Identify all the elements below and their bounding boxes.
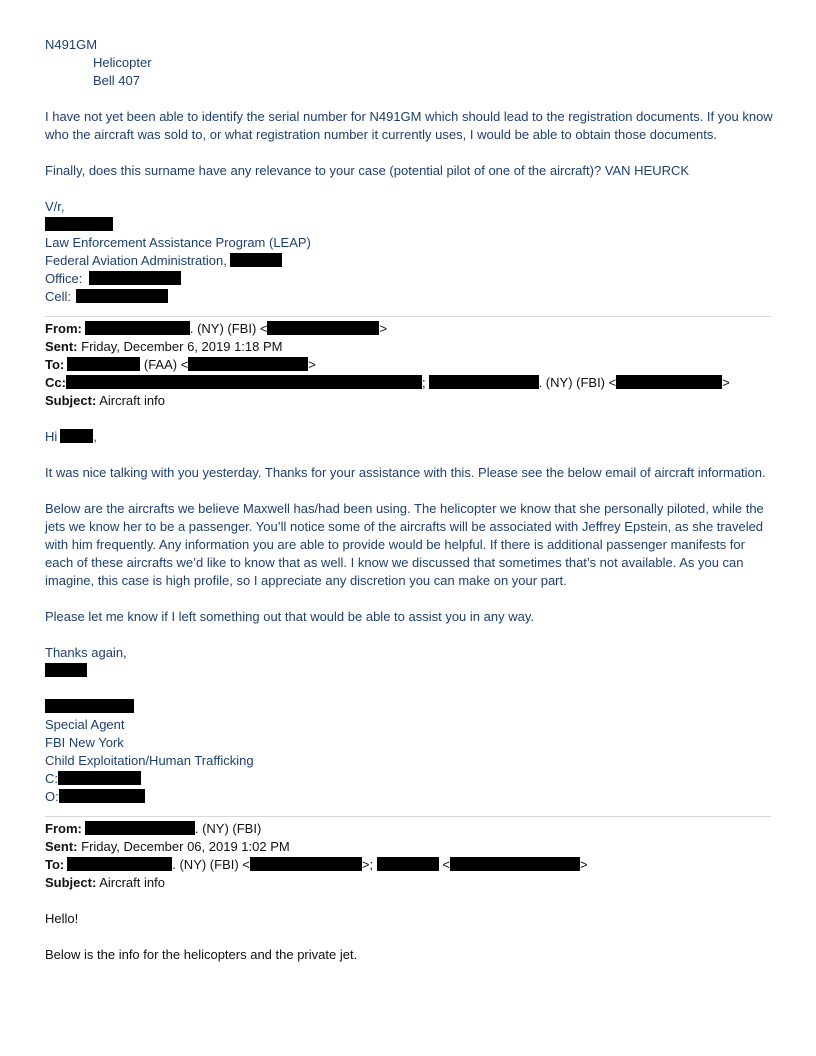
message-paragraph: Below is the info for the helicopters and the private jet. [45, 947, 358, 962]
message-greeting: Hi , [45, 429, 97, 444]
signature-name [45, 216, 775, 234]
separator-line [45, 816, 771, 817]
signature-full-name [45, 698, 775, 716]
reply-paragraph: Finally, does this surname have any relevance to your case (potential pilot of one of the aircraft)? VAN HEURCK [45, 163, 690, 178]
signature-title: Special Agent [45, 717, 125, 732]
redaction-box [45, 699, 134, 713]
header-subject: Subject: Aircraft info [45, 875, 165, 890]
redaction-box [85, 321, 190, 335]
header-from: From: . (NY) (FBI) < > [45, 321, 388, 336]
separator-line [45, 316, 771, 317]
redaction-box [60, 429, 93, 443]
signature-first-name [45, 662, 775, 680]
reply-paragraph: I have not yet been able to identify the serial number for N491GM which should lead to the registration documents. If you know who the aircraft was sold to, or what registration number it currently uses, I would be able to obtain those documents. [45, 109, 773, 142]
signature-agency: Federal Aviation Administration, [45, 252, 775, 270]
redaction-box [67, 857, 172, 871]
redaction-box [45, 663, 87, 677]
email-header [45, 320, 775, 410]
redaction-box [67, 357, 140, 371]
message-paragraph: Below are the aircrafts we believe Maxwell has/had been using. The helicopter we know that she personally piloted, while the jets we know her to be a passenger. You’ll notice some of the aircrafts will be associated with Jeffrey Epstein, as she traveled with him frequently. Any information you are able to provide would be helpful. If there is additional passenger manifests for each of these aircrafts we’d like to know that as well. I know we discussed that sometimes that’s not available. As you can imagine, this case is high profile, so I appreciate any discretion you can make on your part. [45, 501, 764, 588]
message-paragraph: It was nice talking with you yesterday. Thanks for your assistance with this. Please see the below email of aircraft information. [45, 465, 766, 480]
signature-cell: Cell: [45, 288, 775, 306]
redaction-box [250, 857, 362, 871]
signature-office: Office: [45, 270, 775, 288]
redaction-box [429, 375, 539, 389]
signature-office: FBI New York [45, 735, 124, 750]
redaction-box [59, 789, 145, 803]
message-closing: Thanks again, [45, 645, 127, 660]
email-document [45, 36, 775, 964]
signature-org: Law Enforcement Assistance Program (LEAP) [45, 235, 311, 250]
redaction-box [85, 821, 195, 835]
redaction-box [76, 289, 168, 303]
aircraft-n-number: N491GM [45, 37, 98, 52]
redaction-box [616, 375, 722, 389]
redaction-box [66, 375, 422, 389]
message-paragraph: Please let me know if I left something out that would be able to assist you in any way. [45, 609, 534, 624]
redaction-box [89, 271, 181, 285]
header-sent: Sent: Friday, December 6, 2019 1:18 PM [45, 339, 283, 354]
reply-closing: V/r, [45, 199, 65, 214]
aircraft-model: Bell 407 [93, 73, 140, 88]
message-greeting: Hello! [45, 911, 79, 926]
redaction-box [230, 253, 282, 267]
redaction-box [450, 857, 580, 871]
signature-unit: Child Exploitation/Human Trafficking [45, 753, 254, 768]
redaction-box [267, 321, 379, 335]
aircraft-type: Helicopter [93, 55, 152, 70]
forwarded-message [45, 428, 775, 806]
redaction-box [188, 357, 308, 371]
redaction-box [58, 771, 141, 785]
reply-message [45, 36, 775, 306]
header-cc: Cc: ; . (NY) (FBI) < > [45, 375, 730, 390]
redaction-box [377, 857, 439, 871]
redaction-box [45, 217, 113, 231]
header-from: From: . (NY) (FBI) [45, 821, 262, 836]
header-to: To: (FAA) < > [45, 357, 316, 372]
signature-cell-phone: C: [45, 770, 775, 788]
original-message [45, 910, 775, 964]
email-header [45, 820, 775, 892]
header-to: To: . (NY) (FBI) < >; < > [45, 857, 588, 872]
header-subject: Subject: Aircraft info [45, 393, 165, 408]
signature-office-phone: O: [45, 788, 775, 806]
header-sent: Sent: Friday, December 06, 2019 1:02 PM [45, 839, 290, 854]
